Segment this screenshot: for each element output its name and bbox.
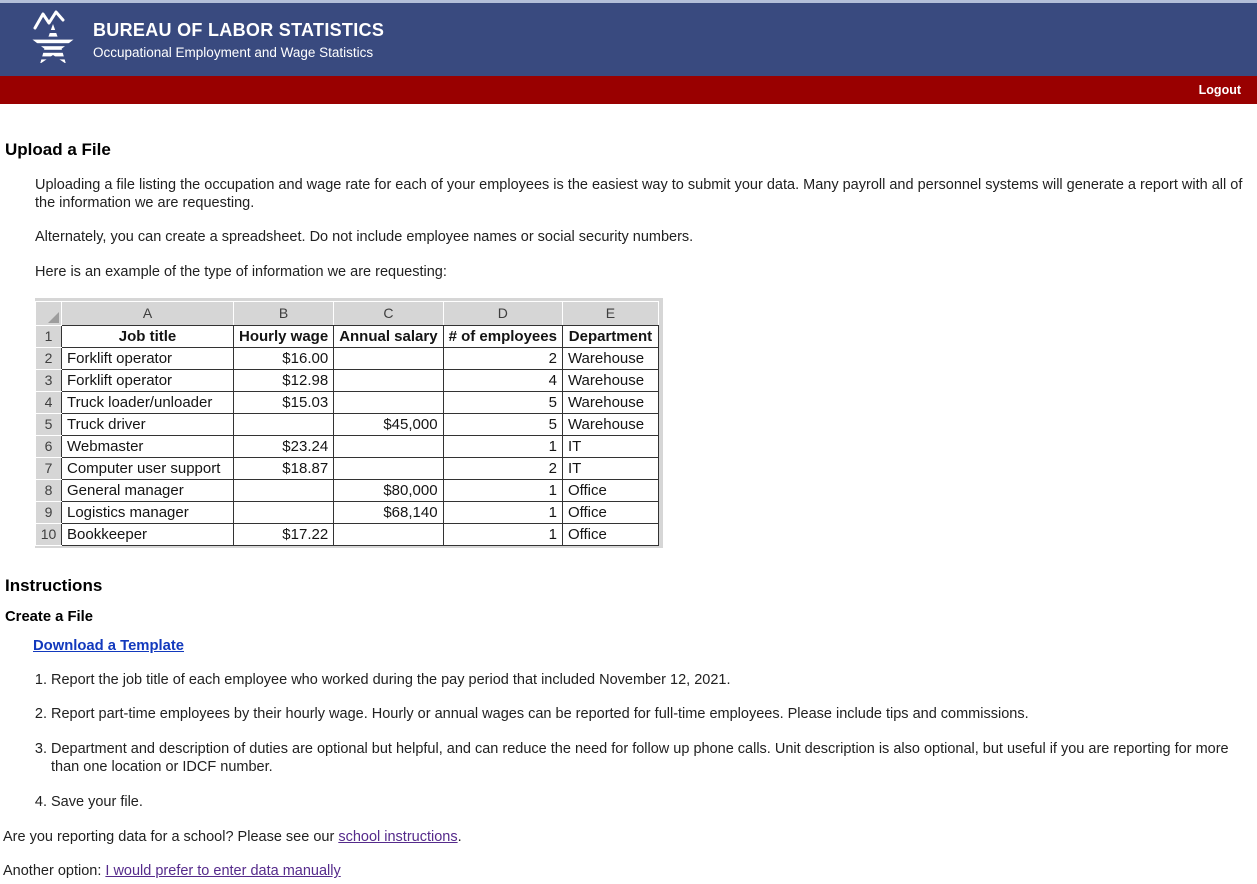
sheet-data-cell [234,501,334,523]
create-a-file-subheading: Create a File [5,608,94,625]
sheet-data-cell: Office [562,479,658,501]
sheet-data-cell: 1 [443,435,562,457]
school-question-period: . [457,829,462,846]
row-number: 2 [36,347,62,369]
sheet-data-cell: $17.22 [234,523,334,545]
sheet-data-cell [334,369,443,391]
another-option-text: Another option: [3,863,106,880]
column-letter: C [334,301,443,325]
sheet-data-cell: Truck driver [62,413,234,435]
row-number: 7 [36,457,62,479]
sheet-data-cell: Truck loader/unloader [62,391,234,413]
sheet-data-cell: $12.98 [234,369,334,391]
sheet-data-cell: 5 [443,391,562,413]
sheet-data-cell: 2 [443,347,562,369]
sheet-data-cell: Bookkeeper [62,523,234,545]
sheet-data-cell: Office [562,501,658,523]
sheet-data-cell: 4 [443,369,562,391]
sheet-data-cell: 2 [443,457,562,479]
column-letter: A [62,301,234,325]
sheet-data-cell: 5 [443,413,562,435]
utility-nav-bar [0,76,1257,104]
sheet-data-cell: Warehouse [562,369,658,391]
row-number: 1 [36,325,62,347]
another-option-line [3,863,1257,879]
page-title: Upload a File [5,140,111,159]
instruction-step: 1. Report the job title of each employee who worked during the pay period that included November 12, 2021. [51,672,1247,690]
sheet-data-cell [234,413,334,435]
page-content [0,140,1257,879]
corner-triangle-icon [48,312,59,323]
sheet-data-cell [334,435,443,457]
enter-data-manually-link[interactable]: I would prefer to enter data manually [105,863,341,880]
sheet-data-cell: Webmaster [62,435,234,457]
example-lead-in: Here is an example of the type of information we are requesting: [35,264,447,281]
sheet-header-cell: # of employees [443,325,562,347]
instruction-steps-list [0,672,1247,811]
sheet-data-cell: Warehouse [562,413,658,435]
download-template-link[interactable]: Download a Template [33,637,185,654]
sheet-data-cell [334,391,443,413]
sheet-data-cell: $68,140 [334,501,443,523]
instruction-step: 3. Department and description of duties are optional but helpful, and can reduce the need for follow up phone calls. Unit description is also optional, but useful if you are reporting for more than one location or IDCF number. [51,741,1247,776]
school-question-text: Are you reporting data for a school? Please see our [3,829,339,846]
sheet-data-cell: $80,000 [334,479,443,501]
instruction-step: 2. Report part-time employees by their hourly wage. Hourly or annual wages can be reported for full-time employees. Please include tips and commissions. [51,706,1247,724]
school-question-line [3,829,1257,845]
column-letter: D [443,301,562,325]
sheet-data-cell [334,457,443,479]
sheet-header-cell: Hourly wage [234,325,334,347]
select-all-corner [36,301,62,325]
school-instructions-link[interactable]: school instructions [338,829,458,846]
sheet-data-cell: 1 [443,479,562,501]
sheet-data-cell [334,347,443,369]
sheet-data-cell: $45,000 [334,413,443,435]
sheet-data-cell: Warehouse [562,347,658,369]
row-number: 4 [36,391,62,413]
agency-title: BUREAU OF LABOR STATISTICS [93,19,385,40]
sheet-data-cell [234,479,334,501]
row-number: 5 [36,413,62,435]
example-spreadsheet-image [35,298,663,548]
sheet-data-cell: Logistics manager [62,501,234,523]
row-number: 6 [36,435,62,457]
row-number: 10 [36,523,62,545]
survey-subtitle: Occupational Employment and Wage Statistics [93,44,374,60]
sheet-data-cell: IT [562,457,658,479]
sheet-data-cell: Office [562,523,658,545]
sheet-data-cell: Warehouse [562,391,658,413]
sheet-header-cell: Department [562,325,658,347]
instructions-heading: Instructions [5,575,103,595]
example-spreadsheet-table [35,301,659,546]
sheet-data-cell: Forklift operator [62,347,234,369]
bls-star-logo-icon [28,10,78,70]
column-letter: B [234,301,334,325]
instruction-step: 4. Save your file. [51,794,1247,812]
sheet-data-cell: $18.87 [234,457,334,479]
row-number: 9 [36,501,62,523]
alternate-paragraph: Alternately, you can create a spreadsheet. Do not include employee names or social security numbers. [35,229,694,246]
sheet-data-cell: IT [562,435,658,457]
sheet-data-cell: 1 [443,523,562,545]
bls-masthead [0,3,1257,76]
sheet-data-cell: $16.00 [234,347,334,369]
masthead-title-block [93,20,384,60]
sheet-data-cell: Computer user support [62,457,234,479]
sheet-data-cell: General manager [62,479,234,501]
sheet-header-cell: Annual salary [334,325,443,347]
sheet-data-cell: $23.24 [234,435,334,457]
row-number: 8 [36,479,62,501]
sheet-data-cell: Forklift operator [62,369,234,391]
intro-paragraph: Uploading a file listing the occupation and wage rate for each of your employees is the easiest way to submit your data. Many payroll and personnel systems will generate a report with all of the information we are requesting. [35,177,1243,211]
row-number: 3 [36,369,62,391]
sheet-header-cell: Job title [62,325,234,347]
sheet-data-cell: 1 [443,501,562,523]
column-letter: E [562,301,658,325]
sheet-data-cell: $15.03 [234,391,334,413]
logout-link[interactable]: Logout [1198,83,1241,97]
sheet-data-cell [334,523,443,545]
